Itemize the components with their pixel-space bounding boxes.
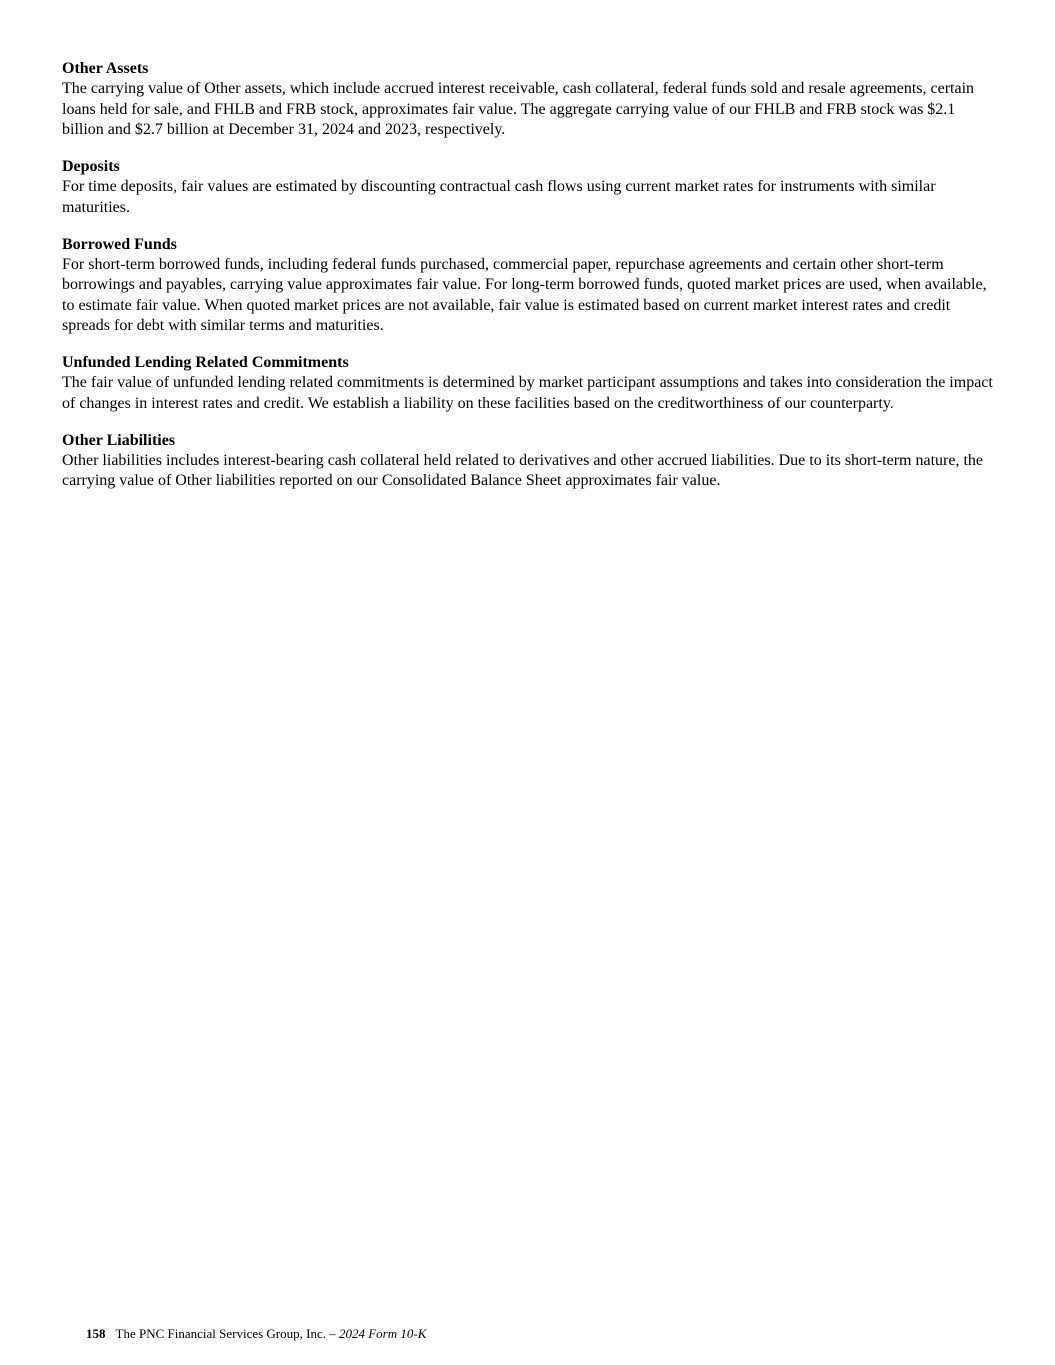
document-content (62, 58, 998, 507)
section-other-assets (62, 58, 998, 141)
page-footer (86, 1325, 426, 1343)
section-paragraph: For short-term borrowed funds, including federal funds purchased, commercial paper, repurchase agreements and certain other short-term borrowings and payables, carrying value approximates fair value. For long-term borrowed funds, quoted market prices are used, when available, to estimate fair value. When quoted market prices are not available, fair value is estimated based on current market interest rates and credit spreads for debt with similar terms and maturities. (62, 255, 987, 334)
page-number: 158 (86, 1326, 106, 1341)
section-paragraph: The carrying value of Other assets, which include accrued interest receivable, cash collateral, federal funds sold and resale agreements, certain loans held for sale, and FHLB and FRB stock, approximates fair value. The aggregate carrying value of our FHLB and FRB stock was $2.1 billion and $2.7 billion at December 31, 2024 and 2023, respectively. (62, 80, 975, 138)
section-borrowed-funds (62, 234, 998, 337)
section-heading: Unfunded Lending Related Commitments (62, 354, 349, 371)
section-heading: Other Assets (62, 60, 149, 77)
section-deposits (62, 156, 998, 218)
section-heading: Deposits (62, 158, 120, 175)
section-paragraph: For time deposits, fair values are estimated by discounting contractual cash flows using current market rates for instruments with similar maturities. (62, 178, 936, 216)
section-heading: Borrowed Funds (62, 235, 177, 253)
section-paragraph: The fair value of unfunded lending related commitments is determined by market participant assumptions and takes into consideration the impact of changes in interest rates and credit. We establish a liability on these facilities based on the creditworthiness of our counterparty. (62, 374, 993, 412)
footer-form-name: 2024 Form 10-K (338, 1326, 427, 1341)
section-unfunded-lending-commitments (62, 352, 998, 414)
section-paragraph: Other liabilities includes interest-bearing cash collateral held related to derivatives and other accrued liabilities. Due to its short-term nature, the carrying value of Other liabilities reported on our Consolidated Balance Sheet approximates fair value. (62, 451, 983, 489)
section-heading: Other Liabilities (62, 431, 176, 449)
footer-company-name: The PNC Financial Services Group, Inc. – (115, 1326, 336, 1341)
section-other-liabilities (62, 430, 998, 492)
